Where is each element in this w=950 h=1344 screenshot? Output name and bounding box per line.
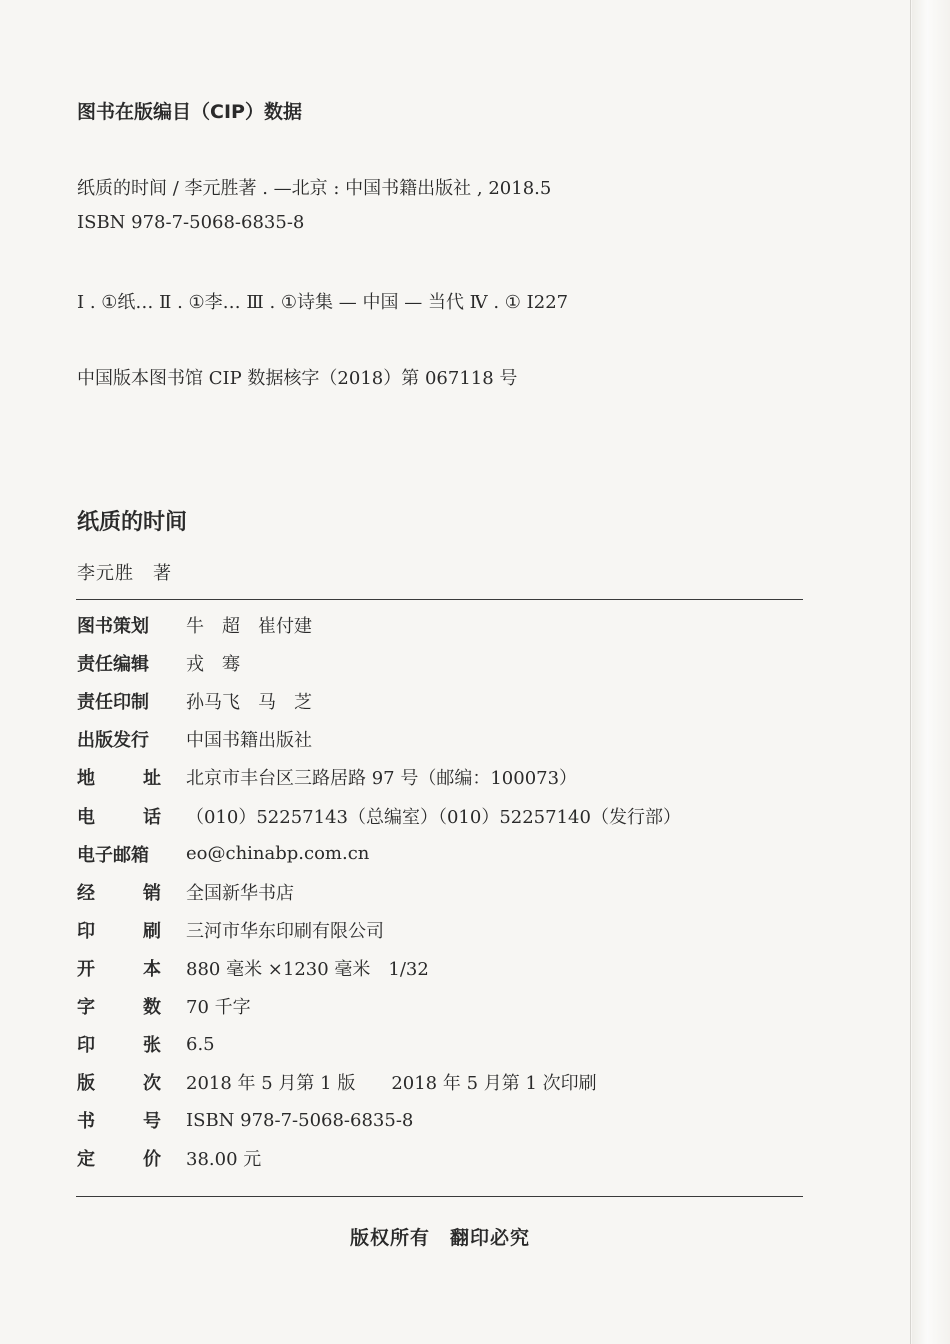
detail-row [77,764,577,790]
detail-value: 三河市华东印刷有限公司 [186,920,384,942]
detail-value: 戎 骞 [186,654,240,676]
detail-value: 880 毫米 ×1230 毫米 1/32 [186,958,429,980]
book-title: 纸质的时间 [77,510,188,535]
detail-label-part: 印 [77,1035,95,1057]
detail-row [77,650,240,676]
detail-label [77,955,161,981]
detail-label [77,612,161,638]
detail-label [77,650,161,676]
detail-value: ISBN 978-7-5068-6835-8 [186,1109,414,1131]
detail-label-part: 开 [77,958,95,980]
detail-label-part: 图书策划 [77,616,149,637]
detail-row [77,1031,215,1057]
detail-label [77,688,161,714]
detail-row [77,1107,413,1133]
bottom-divider [76,1196,803,1197]
detail-label-part: 次 [143,1073,161,1095]
detail-label-part: 印 [77,920,95,942]
detail-label-part: 张 [143,1035,161,1057]
detail-value: 2018 年 5 月第 1 版 2018 年 5 月第 1 次印刷 [186,1073,597,1095]
cip-record-line: 纸质的时间 / 李元胜著 . —北京 : 中国书籍出版社 , 2018.5 [77,178,552,199]
detail-label-part: 电子邮箱 [77,844,149,866]
cip-classification-line: Ⅰ . ①纸… Ⅱ . ①李… Ⅲ . ①诗集 — 中国 — 当代 Ⅳ . ① I227 [77,292,569,313]
detail-value: 70 千字 [186,997,251,1018]
detail-label-part: 字 [77,997,95,1018]
detail-value: （010）52257143（总编室）（010）52257140（发行部） [186,806,681,828]
detail-label-part: 销 [143,882,161,904]
detail-label [77,917,161,943]
detail-row [77,1069,597,1095]
detail-label [77,1145,161,1171]
detail-label-part: 号 [143,1111,161,1133]
detail-row [77,993,251,1019]
detail-label [77,726,161,752]
detail-row [77,726,312,752]
detail-value: 孙马飞 马 芝 [186,692,312,714]
detail-label-part: 电 [77,806,95,828]
detail-label [77,841,161,867]
detail-value: 38.00 元 [186,1149,262,1171]
detail-label-part: 址 [143,768,161,790]
page-fold-line [910,0,911,1344]
detail-value: 6.5 [186,1033,215,1055]
detail-label-part: 数 [143,997,161,1018]
detail-label-part: 刷 [143,920,161,942]
cip-isbn-line: ISBN 978-7-5068-6835-8 [77,212,305,233]
detail-row [77,955,429,981]
detail-label-part: 价 [143,1149,161,1171]
detail-label-part: 话 [143,806,161,828]
detail-label-part: 经 [77,882,95,904]
book-author: 李元胜 著 [77,563,172,584]
detail-label [77,803,161,829]
detail-label [77,1069,161,1095]
top-divider [76,599,803,600]
detail-label [77,1031,161,1057]
page-edge-shadow [912,0,950,1344]
detail-label [77,1107,161,1133]
detail-value: 全国新华书店 [186,882,294,904]
detail-label [77,764,161,790]
detail-row [77,688,312,714]
detail-value: 北京市丰台区三路居路 97 号（邮编：100073） [186,768,578,790]
detail-value: 牛 超 崔付建 [186,616,312,637]
detail-row [77,917,384,943]
detail-label-part: 书 [77,1111,95,1133]
detail-label-part: 版 [77,1073,95,1095]
detail-label-part: 地 [77,768,95,790]
detail-label-part: 出版发行 [77,730,149,752]
copyright-notice: 版权所有 翻印必究 [349,1227,530,1249]
detail-row [77,879,294,905]
cip-number-line: 中国版本图书馆 CIP 数据核字（2018）第 067118 号 [77,368,518,389]
detail-label-part: 责任编辑 [77,654,149,676]
detail-label-part: 责任印制 [77,692,149,714]
detail-value: 中国书籍出版社 [186,730,312,752]
detail-label-part: 定 [77,1149,95,1171]
detail-label [77,993,161,1019]
detail-label-part: 本 [143,958,161,980]
detail-row [77,1145,261,1171]
cip-heading: 图书在版编目（CIP）数据 [77,101,302,123]
detail-row [77,841,369,867]
detail-row [77,612,312,638]
detail-row [77,803,681,829]
detail-value: eo@chinabp.com.cn [186,843,370,865]
detail-label [77,879,161,905]
